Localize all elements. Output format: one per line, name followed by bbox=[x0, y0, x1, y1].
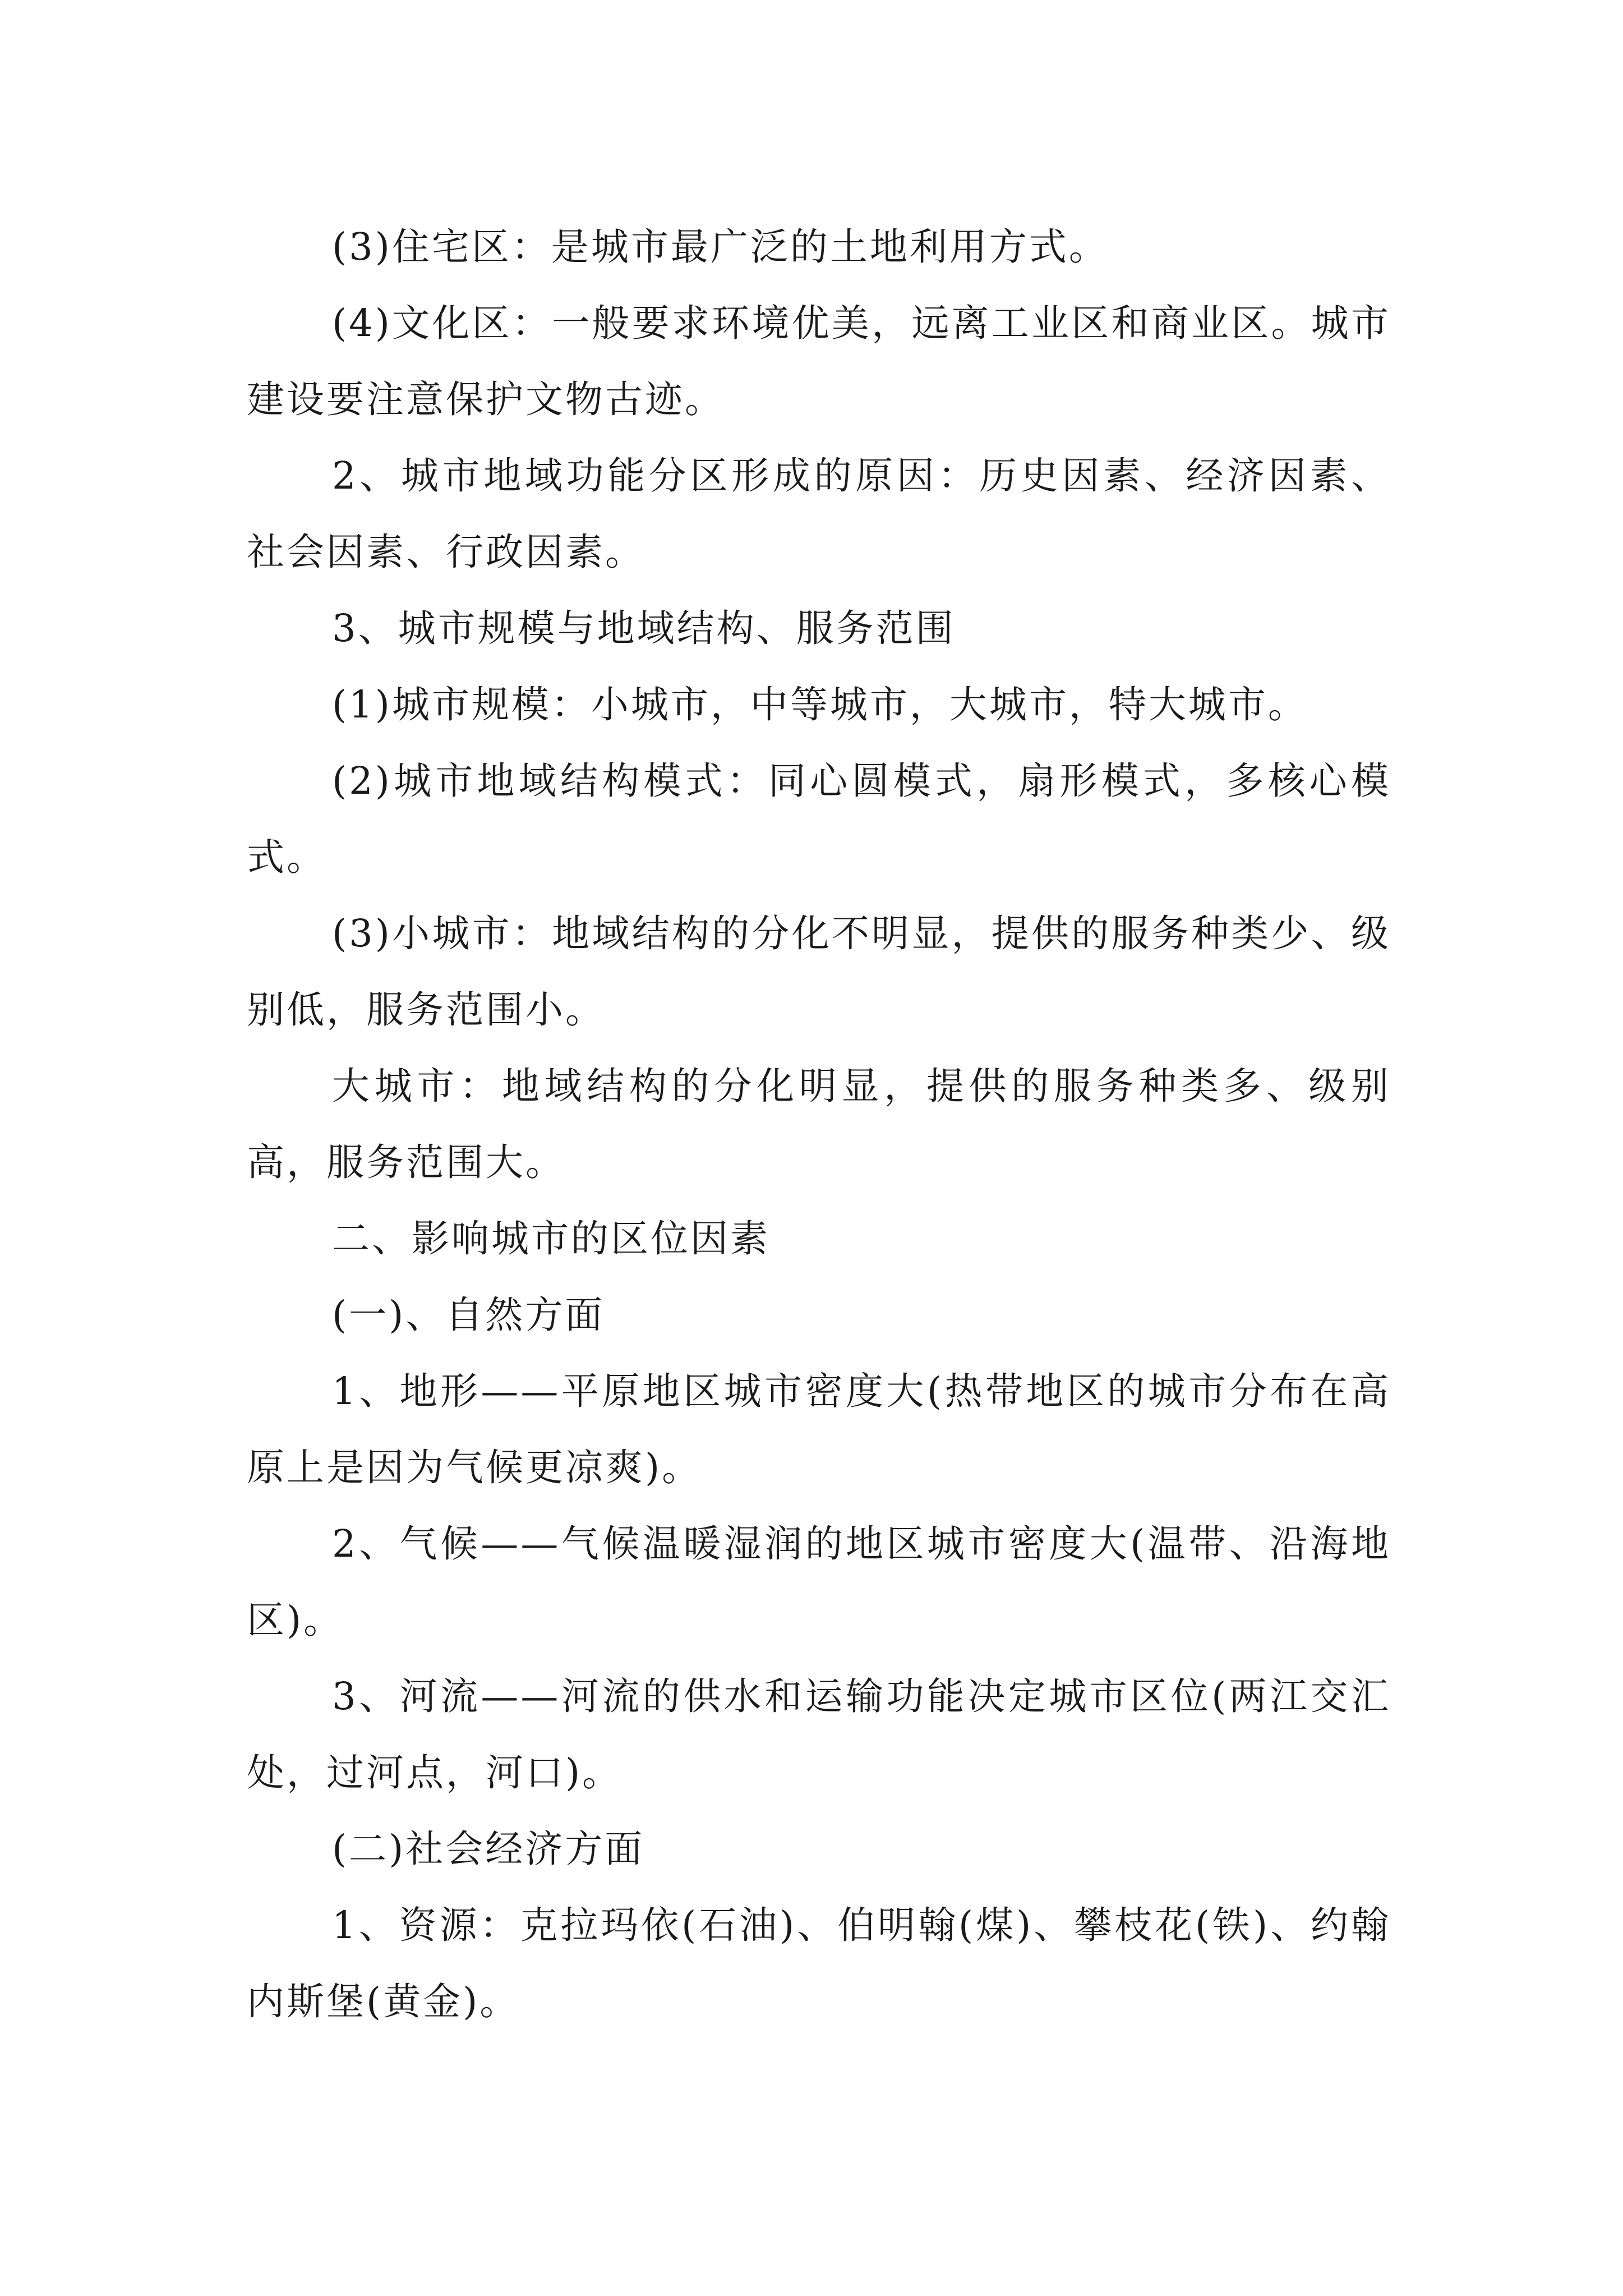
paragraph-small-city: (3)小城市：地域结构的分化不明显，提供的服务种类少、级别低，服务范围小。 bbox=[247, 912, 1391, 1032]
document-body bbox=[247, 209, 1391, 2040]
paragraph-cultural-zone: (4)文化区：一般要求环境优美，远离工业区和商业区。城市建设要注意保护文物古迹。 bbox=[247, 301, 1391, 421]
paragraph-large-city: 大城市：地域结构的分化明显，提供的服务种类多、级别高，服务范围大。 bbox=[247, 1064, 1391, 1184]
subheading-natural-aspects: (一)、自然方面 bbox=[332, 1293, 605, 1337]
section-heading-location-factors: 二、影响城市的区位因素 bbox=[332, 1217, 770, 1260]
paragraph-climate: 2、气候——气候温暖湿润的地区城市密度大(温带、沿海地区)。 bbox=[247, 1522, 1391, 1642]
paragraph-residential-zone: (3)住宅区：是城市最广泛的土地利用方式。 bbox=[332, 225, 1109, 269]
paragraph-terrain: 1、地形——平原地区城市密度大(热带地区的城市分布在高原上是因为气候更凉爽)。 bbox=[247, 1369, 1391, 1489]
subheading-socioeconomic-aspects: (二)社会经济方面 bbox=[332, 1827, 645, 1871]
section-heading-scale-structure: 3、城市规模与地域结构、服务范围 bbox=[332, 606, 956, 650]
paragraph-rivers: 3、河流——河流的供水和运输功能决定城市区位(两江交汇处，过河点，河口)。 bbox=[247, 1674, 1391, 1795]
paragraph-resources: 1、资源：克拉玛依(石油)、伯明翰(煤)、攀枝花(铁)、约翰内斯堡(黄金)。 bbox=[247, 1903, 1391, 2023]
paragraph-zoning-causes: 2、城市地域功能分区形成的原因：历史因素、经济因素、社会因素、行政因素。 bbox=[247, 454, 1391, 574]
paragraph-city-scale: (1)城市规模：小城市，中等城市，大城市，特大城市。 bbox=[332, 683, 1308, 726]
paragraph-structure-models: (2)城市地域结构模式：同心圆模式，扇形模式，多核心模式。 bbox=[247, 759, 1391, 879]
